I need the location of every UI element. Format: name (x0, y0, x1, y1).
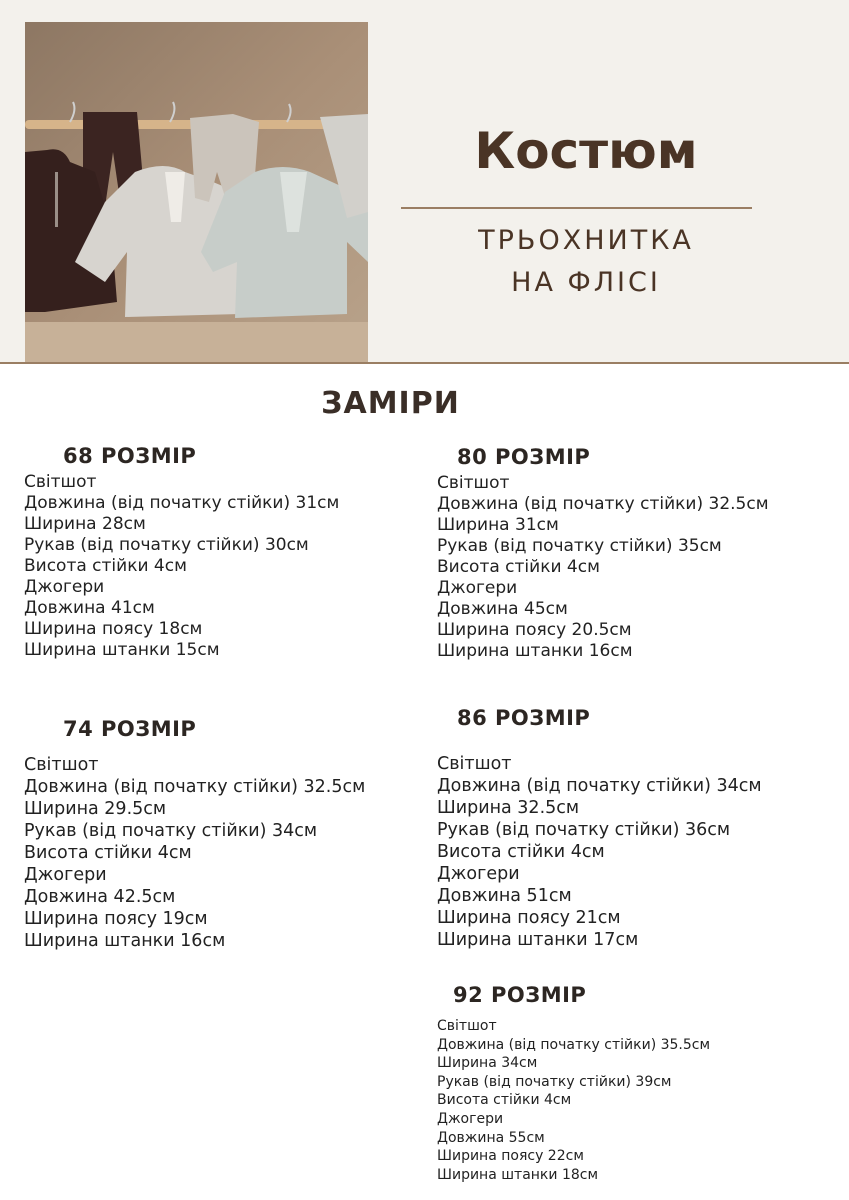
header-divider (0, 362, 849, 364)
measurement-line: Довжина (від початку стійки) 34см (437, 776, 762, 796)
measurement-line: Довжина 55см (437, 1129, 545, 1146)
measurement-line: Ширина штанки 15см (24, 640, 220, 660)
measurement-line: Світшот (24, 472, 97, 492)
measurement-line: Ширина штанки 17см (437, 930, 639, 950)
measurement-line: Світшот (437, 754, 512, 774)
size-86-heading: 86 РОЗМІР (457, 706, 591, 730)
measurement-line: Ширина поясу 22см (437, 1148, 584, 1165)
product-subtitle-line1: ТРЬОХНИТКА (478, 225, 694, 256)
measurement-line: Ширина 32.5см (437, 798, 580, 818)
measurement-line: Ширина штанки 18см (437, 1166, 599, 1183)
measurement-line: Ширина 29.5см (24, 799, 167, 819)
measurement-line: Довжина (від початку стійки) 31см (24, 493, 340, 513)
measurement-line: Світшот (437, 473, 510, 493)
measurement-line: Джогери (437, 578, 518, 598)
measurement-line: Ширина поясу 18см (24, 619, 203, 639)
measurement-line: Джогери (437, 864, 520, 884)
measurement-line: Висота стійки 4см (437, 842, 605, 862)
measurement-line: Рукав (від початку стійки) 35см (437, 536, 722, 556)
measurement-line: Ширина поясу 20.5см (437, 620, 632, 640)
measurement-line: Ширина поясу 19см (24, 909, 208, 929)
measurement-line: Світшот (437, 1018, 497, 1034)
measurement-line: Висота стійки 4см (24, 556, 187, 576)
measurement-line: Висота стійки 4см (24, 843, 192, 863)
measurement-line: Світшот (24, 755, 99, 775)
measurement-line: Джогери (24, 865, 107, 885)
measurements-heading: ЗАМІРИ (321, 386, 460, 421)
size-74-heading: 74 РОЗМІР (63, 717, 197, 741)
measurement-line: Рукав (від початку стійки) 36см (437, 820, 731, 840)
measurement-line: Ширина штанки 16см (24, 931, 226, 951)
measurement-line: Довжина (від початку стійки) 32.5см (24, 777, 366, 797)
measurement-line: Ширина поясу 21см (437, 908, 621, 928)
measurement-line: Ширина 34см (437, 1055, 538, 1072)
measurement-line: Довжина 42.5см (24, 887, 176, 907)
measurement-line: Рукав (від початку стійки) 30см (24, 535, 309, 555)
product-title: Костюм (474, 122, 698, 180)
measurement-line: Довжина 41см (24, 598, 155, 618)
measurement-line: Рукав (від початку стійки) 34см (24, 821, 318, 841)
product-subtitle-line2: НА ФЛІСІ (511, 267, 661, 298)
measurement-line: Висота стійки 4см (437, 557, 600, 577)
size-68-measurements (24, 472, 339, 661)
size-80-measurements (437, 473, 769, 662)
measurement-line: Довжина 45см (437, 599, 568, 619)
measurement-line: Ширина 28см (24, 514, 146, 534)
measurement-line: Довжина 51см (437, 886, 572, 906)
size-92-heading: 92 РОЗМІР (453, 983, 587, 1007)
size-68-heading: 68 РОЗМІР (63, 444, 197, 468)
measurement-line: Ширина 31см (437, 515, 559, 535)
measurement-line: Висота стійки 4см (437, 1092, 572, 1109)
measurement-line: Рукав (від початку стійки) 39см (437, 1073, 672, 1090)
title-divider (401, 207, 752, 209)
measurement-line: Джогери (437, 1110, 504, 1127)
size-74-measurements (24, 754, 365, 952)
measurement-line: Джогери (24, 577, 105, 597)
measurement-line: Довжина (від початку стійки) 32.5см (437, 494, 769, 514)
size-80-heading: 80 РОЗМІР (457, 445, 591, 469)
size-92-measurements (437, 1017, 710, 1184)
product-photo (25, 22, 368, 363)
measurement-line: Ширина штанки 16см (437, 641, 633, 661)
measurement-line: Довжина (від початку стійки) 35.5см (437, 1036, 711, 1053)
size-86-measurements (437, 753, 762, 951)
